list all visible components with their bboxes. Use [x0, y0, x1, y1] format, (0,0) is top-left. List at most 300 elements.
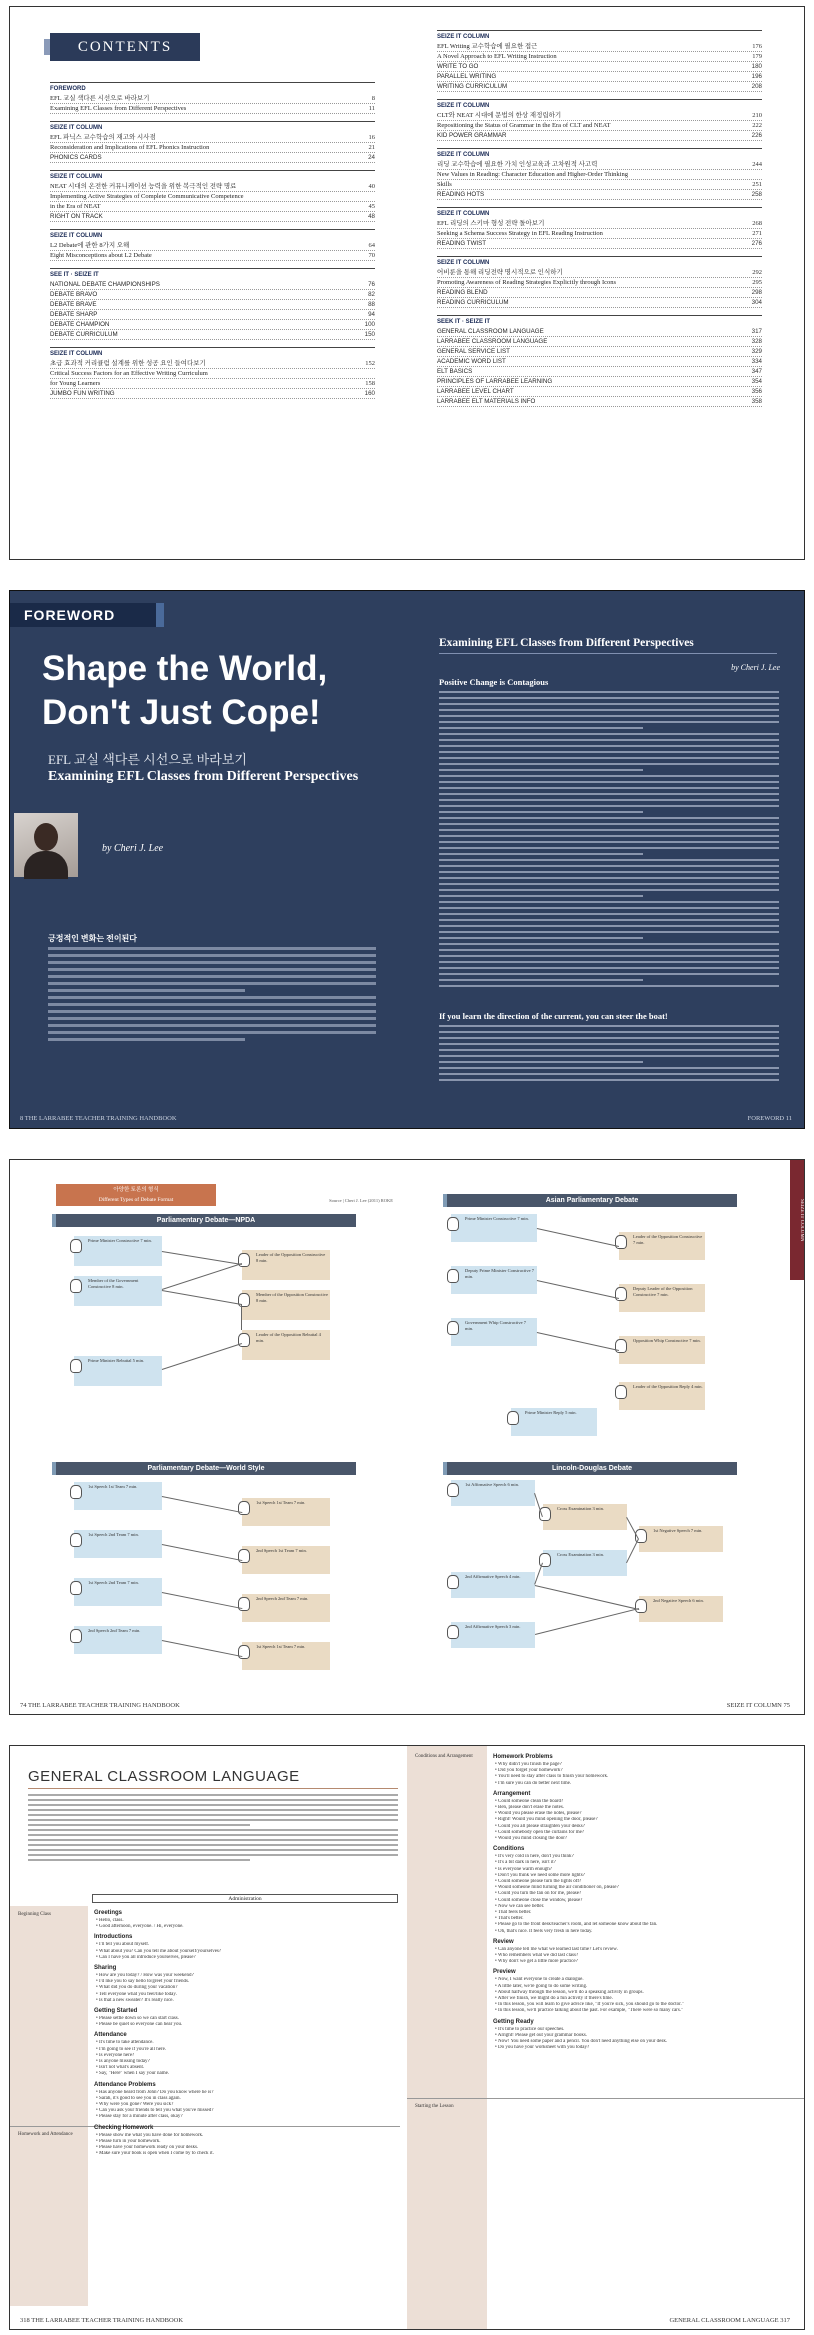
toc-page-number: 45 [368, 203, 375, 210]
asian-header: Asian Parliamentary Debate [447, 1194, 737, 1207]
text-line [28, 1799, 398, 1801]
flow-arrow [162, 1343, 242, 1370]
text-line [439, 1067, 779, 1069]
toc-entry [50, 320, 375, 330]
phrase-line: • In this lesson, we'll practice talking about the past. For example, "There were so many cars." [495, 2008, 684, 2014]
category-column [10, 1906, 88, 2306]
text-line [439, 859, 779, 861]
toc-entry [50, 202, 375, 212]
phrase-line: • Could someone please turn the lights off? [495, 1879, 582, 1884]
toc-right-column [437, 23, 762, 407]
toc-entry-title: JUMBO FUN WRITING [50, 390, 115, 397]
toc-page-number: 268 [752, 220, 762, 227]
toc-entry [50, 389, 375, 399]
text-line [439, 769, 643, 771]
footer-left: 8 THE LARRABEE TEACHER TRAINING HANDBOOK [20, 1115, 177, 1122]
speaker-avatar [238, 1597, 250, 1611]
toc-entry [437, 377, 762, 387]
phrase-group-heading: Conditions [493, 1846, 525, 1853]
speaker-avatar [615, 1287, 627, 1301]
text-line [439, 757, 779, 759]
author-photo [14, 813, 78, 877]
toc-entry-title: KID POWER GRAMMAR [437, 132, 507, 139]
speaker-avatar [447, 1217, 459, 1231]
toc-entry-title: DEBATE CURRICULUM [50, 331, 118, 338]
tag-english: Different Types of Debate Format [98, 1197, 174, 1203]
speaker-box: Prime Minister Constructive 7 min. [74, 1236, 162, 1266]
speaker-avatar [447, 1575, 459, 1589]
phrase-line: • Why didn't you finish the page? [495, 1762, 562, 1767]
flow-arrow [241, 1304, 242, 1330]
toc-entry [50, 153, 375, 163]
phrase-line: • Please go to the front desk/teacher's room, and let someone know about the fan. [495, 1922, 658, 1928]
korean-body-text [48, 947, 376, 1045]
flow-arrow [162, 1592, 242, 1609]
text-line [48, 1038, 245, 1041]
phrase-line: • I'm going to see if you're all here. [96, 2046, 167, 2052]
phrase-group-heading: Checking Homework [94, 2124, 154, 2131]
speaker-avatar [70, 1485, 82, 1499]
toc-entry-title: EFL 교실 색다른 시선으로 바라보기 [50, 95, 150, 102]
toc-section-heading: SEIZE IT COLUMN [50, 170, 375, 182]
toc-page-number: 329 [751, 348, 762, 355]
phrase-line: • Do you have your worksheet with you today? [495, 2045, 590, 2051]
phrase-line: • Make sure your book is open when I come by to check it. [96, 2151, 214, 2157]
heading-current: If you learn the direction of the current, you can steer the boat! [439, 1011, 668, 1021]
page-title: GENERAL CLASSROOM LANGUAGE [28, 1768, 300, 1785]
toc-entry-title: LARRABEE CLASSROOM LANGUAGE [437, 338, 548, 345]
text-line [439, 715, 779, 717]
toc-page-number: 94 [368, 311, 375, 318]
toc-entry [437, 160, 762, 170]
classroom-left-page [10, 1746, 407, 2329]
contents-banner: CONTENTS [50, 33, 200, 61]
text-line [48, 989, 245, 992]
phrase-line: • Don't you think we need some more lights? [495, 1872, 585, 1878]
category-beginning: Beginning Class [18, 1912, 51, 1917]
text-line [48, 996, 376, 999]
toc-entry-title: New Values in Reading: Character Education and Higher-Order Thinking [437, 171, 628, 178]
toc-page-number: 276 [751, 240, 762, 247]
toc-page-number: 271 [752, 230, 762, 237]
toc-entry-title: NEAT 시대의 온전한 커뮤니케이션 능력을 위한 복극적인 전략 명료 [50, 183, 237, 190]
phrase-line: • Now! You need some paper and a pencil. You don't need anything else on your desk. [495, 2039, 668, 2044]
toc-page-number: 298 [751, 289, 762, 296]
toc-page-number: 150 [364, 331, 375, 338]
speaker-avatar [70, 1359, 82, 1373]
toc-entry [50, 182, 375, 192]
toc-entry [50, 330, 375, 340]
intro-text [28, 1794, 398, 1864]
text-line [439, 829, 779, 831]
text-line [439, 925, 779, 927]
text-line [48, 947, 376, 950]
phrase-group-heading: Introductions [94, 1934, 133, 1941]
phrase-group-heading: Greetings [94, 1910, 123, 1916]
toc-section-heading: SEIZE IT COLUMN [437, 256, 762, 268]
text-line [48, 982, 376, 985]
debate-left-page [10, 1160, 407, 1714]
toc-section-heading: SEIZE IT COLUMN [437, 148, 762, 160]
toc-left-column [50, 75, 375, 399]
toc-entry-title: Eight Misconceptions about L2 Debate [50, 252, 152, 259]
toc-section-heading: SEE IT · SEIZE IT [50, 268, 375, 280]
phrase-line: • Now, I want everyone to create a dialogue. [495, 1977, 584, 1983]
phrase-line: • That feels better. [495, 1910, 532, 1915]
speaker-avatar [447, 1269, 459, 1283]
phrase-line: • It's time to practice our speeches. [495, 2026, 565, 2032]
speaker-box: 2nd Speech 1st Team 7 min. [242, 1546, 330, 1574]
text-line [439, 733, 779, 735]
toc-entry [50, 251, 375, 261]
toc-page-number: 358 [751, 398, 762, 405]
debate-format-tag [56, 1184, 216, 1206]
text-line [48, 954, 376, 957]
phrase-line: • Is everyone warm enough? [495, 1866, 553, 1872]
phrase-line: • I'm sure you can do better next time. [495, 1780, 572, 1786]
phrase-group-heading: Arrangement [493, 1790, 531, 1797]
toc-page-number: 251 [752, 181, 762, 188]
text-line [439, 1037, 779, 1039]
foreword-spread [9, 590, 805, 1129]
phrase-line: • About halfway through the lesson, we'll do a speaking activity in groups. [495, 1989, 644, 1995]
speaker-avatar [238, 1645, 250, 1659]
speaker-box: Deputy Leader of the Opposition Constructive 7 min. [619, 1284, 705, 1312]
footer-left: 318 THE LARRABEE TEACHER TRAINING HANDBOOK [20, 2317, 184, 2324]
text-line [48, 961, 376, 964]
text-line [28, 1839, 398, 1841]
toc-entry [50, 379, 375, 389]
toc-entry-title: EFL 파닉스 교수학습의 재고와 시사점 [50, 134, 156, 141]
speaker-box: 1st Speech 2nd Team 7 min. [74, 1530, 162, 1558]
text-line [48, 968, 376, 971]
category-column [407, 1746, 487, 2330]
phrase-group-heading: Getting Started [94, 2008, 138, 2014]
footer-right: FOREWORD 11 [747, 1115, 792, 1122]
korean-subtitle: EFL 교실 색다른 시선으로 바라보기 [48, 752, 247, 767]
text-line [439, 721, 779, 723]
toc-page-number: 100 [364, 321, 375, 328]
toc-entry [437, 288, 762, 298]
speaker-box: Opposition Whip Constructive 7 min. [619, 1336, 705, 1364]
phrase-line: • I'll tell you about myself. [96, 1942, 150, 1948]
category-starting: Starting the Lesson [415, 2104, 454, 2109]
toc-entry-title: PARALLEL WRITING [437, 73, 497, 80]
divider [10, 2126, 400, 2127]
text-line [439, 871, 779, 873]
text-line [439, 967, 779, 969]
toc-entry-title: PHONICS CARDS [50, 154, 102, 161]
text-line [439, 1043, 779, 1045]
toc-page-number: 180 [751, 63, 762, 70]
administration-bar: Administration [92, 1894, 398, 1903]
flow-arrow [162, 1251, 242, 1265]
heading-positive-change: Positive Change is Contagious [439, 677, 549, 687]
phrase-group-heading: Preview [493, 1969, 516, 1976]
toc-entry [437, 327, 762, 337]
toc-entry [437, 219, 762, 229]
toc-page-number: 88 [368, 301, 375, 308]
flow-arrow [537, 1280, 619, 1299]
text-line [28, 1819, 398, 1821]
toc-entry [437, 229, 762, 239]
toc-entry [50, 300, 375, 310]
toc-page-number: 64 [368, 242, 375, 249]
toc-entry-title: GENERAL SERVICE LIST [437, 348, 510, 355]
toc-page-number: 48 [368, 213, 375, 220]
text-line [439, 889, 779, 891]
phrase-line: • Now we can see better. [495, 1903, 545, 1909]
speaker-box: 2nd Affirmative Speech 4 min. [451, 1572, 535, 1598]
text-line [439, 709, 779, 711]
phrase-line: • Alright! Please get out your grammar books. [495, 2032, 588, 2038]
toc-entry [437, 52, 762, 62]
phrase-line: • Why were you gone? Were you sick? [96, 2102, 174, 2107]
flow-arrow [535, 1585, 639, 1610]
text-line [439, 853, 643, 855]
toc-entry [50, 94, 375, 104]
category-homework: Homework and Attendance [18, 2132, 73, 2137]
tag-korean: 아양한 토론의 형식 [113, 1187, 159, 1193]
toc-entry-title: 초급 효과적 커리큘럼 설계를 위한 성공 요인 들여다보기 [50, 360, 206, 367]
text-line [48, 1003, 376, 1006]
toc-entry-title: Reconsideration and Implications of EFL Phonics Instruction [50, 144, 210, 151]
toc-entry-title: READING TWIST [437, 240, 487, 247]
toc-entry-title: READING HOTS [437, 191, 485, 198]
speaker-box: Prime Minister Constructive 7 min. [451, 1214, 537, 1242]
speaker-box: Member of the Government Constructive 8 min. [74, 1276, 162, 1306]
toc-entry [50, 310, 375, 320]
phrase-line: • Please be quiet so everyone can hear you. [96, 2022, 183, 2028]
speaker-avatar [635, 1599, 647, 1613]
toc-entry-title: 어비룬을 통해 리딩전략 명시적으로 인식하기 [437, 269, 563, 276]
phrase-line: • Say, "Here" when I say your name. [96, 2071, 170, 2077]
debate-right-page [407, 1160, 804, 1714]
toc-entry-title: Skills [437, 181, 452, 188]
text-line [439, 775, 779, 777]
toc-entry-title: Promoting Awareness of Reading Strategies Explicitly through Icons [437, 279, 617, 286]
text-line [439, 901, 779, 903]
speaker-avatar [70, 1533, 82, 1547]
toc-page-number: 208 [751, 83, 762, 90]
toc-page-number: 334 [751, 358, 762, 365]
phrase-line: • Tell everyone what you feel/like today. [96, 1991, 177, 1997]
toc-page-number: 24 [368, 154, 375, 161]
toc-page-number: 179 [752, 53, 762, 60]
phrase-group-heading: Attendance Problems [94, 2081, 156, 2088]
phrase-line: • Can I have you all introduce yourselves, please? [96, 1954, 196, 1960]
text-line [439, 823, 779, 825]
text-line [28, 1809, 398, 1811]
toc-section-heading: SEIZE IT COLUMN [50, 347, 375, 359]
phrase-line: • Is anyone missing today? [96, 2059, 150, 2064]
article-body-1 [439, 691, 779, 991]
text-line [439, 1031, 779, 1033]
speaker-avatar [615, 1385, 627, 1399]
text-line [28, 1814, 398, 1816]
ld-header: Lincoln-Douglas Debate [447, 1462, 737, 1475]
toc-entry-title: L2 Debate에 관한 8가지 오해 [50, 242, 130, 249]
speaker-box: 1st Speech 2nd Team 7 min. [74, 1578, 162, 1606]
toc-entry [50, 369, 375, 379]
phrase-line: • It's a bit dark in here, isn't it? [495, 1860, 556, 1866]
text-line [439, 691, 779, 693]
speaker-avatar [70, 1239, 82, 1253]
phrase-group-heading: Sharing [94, 1965, 117, 1971]
toc-page-number: 258 [751, 191, 762, 198]
toc-entry-title: PRINCIPLES OF LARRABEE LEARNING [437, 378, 553, 385]
toc-entry-title: for Young Learners [50, 380, 101, 387]
phrase-line: • Could you turn the fan on for me, please? [495, 1891, 582, 1897]
foreword-title [42, 647, 327, 735]
toc-entry [437, 190, 762, 200]
toc-entry-title: Seeking a Schema Success Strategy in EFL Reading Instruction [437, 230, 603, 237]
phrase-line: • It's very cold in here, don't you think? [495, 1854, 574, 1860]
speaker-avatar [238, 1501, 250, 1515]
korean-heading: 긍정적인 변화는 전이된다 [48, 934, 138, 943]
toc-entry [437, 62, 762, 72]
flow-arrow [162, 1263, 242, 1290]
text-line [439, 805, 779, 807]
phrase-line: • A little later, we're going to do some writing. [495, 1983, 588, 1989]
text-line [439, 919, 779, 921]
text-line [28, 1854, 398, 1856]
phrase-line: • You'll need to stay after class to finish your homework. [495, 1774, 609, 1780]
phrase-group-heading: Homework Problems [493, 1754, 553, 1760]
text-line [439, 745, 779, 747]
phrase-line: • Is that a new sweater? It's really nice. [96, 1997, 174, 2003]
toc-entry-title: DEBATE SHARP [50, 311, 98, 318]
contents-right-page [407, 7, 804, 559]
toc-entry-title: GENERAL CLASSROOM LANGUAGE [437, 328, 544, 335]
phrase-group-heading: Getting Ready [493, 2018, 534, 2025]
toc-entry-title: WRITE TO GO [437, 63, 479, 70]
phrase-line: • Could someone close the window, please? [495, 1897, 583, 1903]
toc-page-number: 82 [368, 291, 375, 298]
toc-entry-title: Critical Success Factors for an Effective Writing Curriculum [50, 370, 208, 377]
text-line [439, 781, 779, 783]
toc-entry-title: 리딩 교수학습에 필요한 가치 인성교육과 고차원적 사고력 [437, 161, 598, 168]
toc-page-number: 70 [368, 252, 375, 259]
toc-entry-title: Examining EFL Classes from Different Perspectives [50, 105, 187, 112]
flow-arrow [535, 1608, 639, 1635]
toc-page-number: 356 [751, 388, 762, 395]
toc-entry [437, 367, 762, 377]
phrase-line: • Would you please erase the notes, please? [495, 1811, 582, 1817]
text-line [439, 793, 779, 795]
toc-entry-title: ELT BASICS [437, 368, 473, 375]
toc-section-heading: SEIZE IT COLUMN [50, 121, 375, 133]
speaker-box: 2nd Negative Speech 6 min. [639, 1596, 723, 1622]
text-line [439, 907, 779, 909]
toc-section-heading: SEIZE IT COLUMN [437, 30, 762, 42]
toc-entry [437, 180, 762, 190]
toc-page-number: 160 [364, 390, 375, 397]
toc-entry [437, 337, 762, 347]
toc-page-number: 196 [751, 73, 762, 80]
text-line [48, 1010, 376, 1013]
toc-entry [437, 239, 762, 249]
phrase-group-heading: Attendance [94, 2032, 127, 2039]
phrase-line: • That's better. [495, 1916, 524, 1922]
toc-entry-title: EFL 리딩의 스키마 형성 전략 돌아보기 [437, 220, 545, 227]
toc-entry-title: LARRABEE ELT MATERIALS INFO [437, 398, 536, 405]
toc-entry-title: in the Era of NEAT [50, 203, 101, 210]
toc-page-number: 244 [752, 161, 762, 168]
toc-page-number [372, 369, 375, 378]
text-line [439, 787, 779, 789]
toc-entry-title: Implementing Active Strategies of Complete Communicative Competence [50, 193, 244, 200]
text-line [439, 865, 779, 867]
article-title: Examining EFL Classes from Different Perspectives [439, 637, 777, 654]
speaker-box: Prime Minister Reply 5 min. [511, 1408, 597, 1436]
toc-entry [437, 298, 762, 308]
toc-page-number [372, 192, 375, 201]
toc-entry [437, 170, 762, 180]
text-line [439, 973, 779, 975]
speaker-box: Cross Examination 3 min. [543, 1550, 627, 1576]
toc-entry [50, 280, 375, 290]
toc-entry [50, 143, 375, 153]
toc-entry [437, 357, 762, 367]
flow-arrow [162, 1496, 242, 1513]
speaker-avatar [238, 1549, 250, 1563]
speaker-box: 1st Speech 1st Team 7 min. [242, 1642, 330, 1670]
toc-section-heading: SEIZE IT COLUMN [50, 229, 375, 241]
speaker-box: Leader of the Opposition Constructive 7 min. [619, 1232, 705, 1260]
phrase-group-heading: Review [493, 1938, 514, 1945]
speaker-box: Leader of the Opposition Rebuttal 4 min. [242, 1330, 330, 1360]
toc-entry-title: EFL Writing 교수학습에 필요한 접근 [437, 43, 538, 50]
toc-entry [437, 111, 762, 121]
toc-page-number: 76 [368, 281, 375, 288]
toc-entry [437, 268, 762, 278]
classroom-right-page [407, 1746, 804, 2329]
toc-page-number: 8 [371, 95, 375, 102]
phrase-line: • Could somebody open the curtains for me? [495, 1829, 585, 1835]
text-line [439, 949, 779, 951]
speaker-avatar [238, 1333, 250, 1347]
text-line [28, 1849, 398, 1851]
phrase-line: • Good afternoon, everyone. / Hi, everyone. [96, 1924, 184, 1930]
toc-entry-title: DEBATE CHAMPION [50, 321, 110, 328]
toc-entry-title: RIGHT ON TRACK [50, 213, 103, 220]
text-line [28, 1804, 398, 1806]
phrase-line: • What did you do during your vacation? [96, 1985, 178, 1991]
title-rule [28, 1788, 398, 1789]
phrase-line: • Why don't we get a little more practice? [495, 1959, 578, 1965]
toc-section-heading: SEIZE IT COLUMN [437, 99, 762, 111]
phrase-line: • Would someone mind turning the air conditioner on, please? [495, 1885, 619, 1891]
foreword-tag: FOREWORD [10, 603, 156, 627]
text-line [28, 1859, 250, 1861]
text-line [439, 913, 779, 915]
phrase-line: • Please settle down so we can start class. [96, 2016, 179, 2021]
toc-entry [50, 241, 375, 251]
phrase-line: • Please stay for a minute after class, okay? [96, 2114, 183, 2120]
phrase-line: • Please turn in your homework. [96, 2138, 161, 2144]
toc-page-number [759, 170, 762, 179]
text-line [48, 1031, 376, 1034]
toc-section-heading: SEIZE IT COLUMN [437, 207, 762, 219]
speaker-box: Prime Minister Rebuttal 5 min. [74, 1356, 162, 1386]
speaker-box: Government Whip Constructive 7 min. [451, 1318, 537, 1346]
toc-entry [437, 72, 762, 82]
phrase-line: • How are you today? / How was your weekend? [96, 1973, 194, 1978]
toc-page-number: 354 [751, 378, 762, 385]
text-line [439, 739, 779, 741]
phrase-line: • Please show me what you have done for homework. [96, 2132, 204, 2138]
